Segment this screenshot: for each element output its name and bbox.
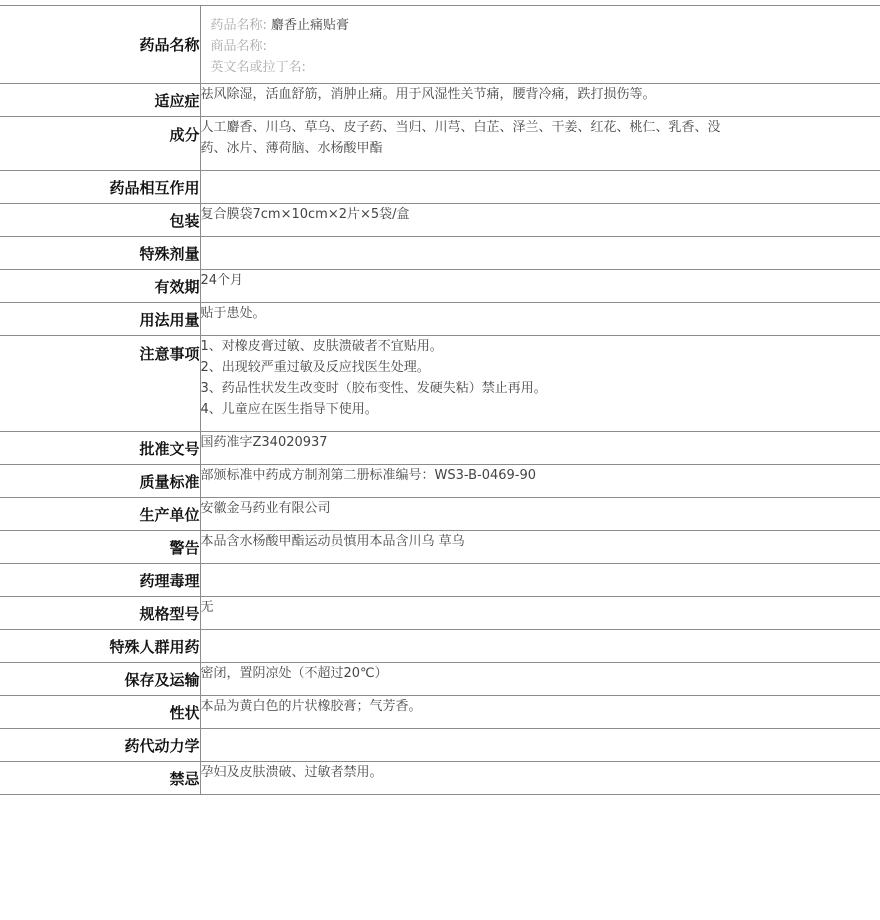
row-label: 成分 [0, 117, 200, 171]
value-line: 1、对橡皮膏过敏、皮肤溃破者不宜贴用。 [200, 339, 443, 354]
value-line: 国药准字Z34020937 [200, 435, 328, 450]
spec-row [0, 336, 880, 432]
spec-row [0, 597, 880, 630]
spec-row [0, 729, 880, 762]
row-value [200, 762, 880, 795]
row-value [200, 597, 880, 630]
row-value [200, 171, 880, 204]
english-name-key: 英文名或拉丁名: [210, 60, 306, 75]
row-value [200, 564, 880, 597]
row-label: 用法用量 [0, 303, 200, 336]
row-value [200, 729, 880, 762]
row-value [200, 204, 880, 237]
row-label: 药品名称 [0, 6, 200, 84]
row-label: 药理毒理 [0, 564, 200, 597]
row-label: 批准文号 [0, 432, 200, 465]
row-value [200, 498, 880, 531]
value-line: 24个月 [200, 273, 244, 288]
spec-row [0, 117, 880, 171]
row-value [200, 465, 880, 498]
value-line: 2、出现较严重过敏及反应找医生处理。 [200, 360, 430, 375]
spec-row [0, 84, 880, 117]
row-label: 有效期 [0, 270, 200, 303]
row-value [200, 84, 880, 117]
value-line: 贴于患处。 [200, 306, 266, 321]
row-label: 注意事项 [0, 336, 200, 432]
spec-row [0, 204, 880, 237]
value-line: 复合膜袋7cm×10cm×2片×5袋/盒 [200, 207, 410, 222]
row-label: 性状 [0, 696, 200, 729]
row-value [200, 663, 880, 696]
row-value [200, 696, 880, 729]
spec-row [0, 303, 880, 336]
trade-name-key: 商品名称: [210, 39, 267, 54]
name-cell [200, 6, 880, 84]
spec-row [0, 531, 880, 564]
row-value [200, 117, 880, 171]
spec-row [0, 630, 880, 663]
row-label: 特殊人群用药 [0, 630, 200, 663]
generic-name-value: 麝香止痛贴膏 [271, 18, 350, 33]
trade-name-line [211, 36, 880, 57]
value-line: 孕妇及皮肤溃破、过敏者禁用。 [200, 765, 383, 780]
row-value [200, 336, 880, 432]
value-line: 药、冰片、薄荷脑、水杨酸甲酯 [200, 141, 383, 156]
value-line: 祛风除湿，活血舒筋，消肿止痛。用于风湿性关节痛，腰背冷痛，跌打损伤等。 [200, 87, 656, 102]
row-value [200, 432, 880, 465]
row-label: 规格型号 [0, 597, 200, 630]
spec-row [0, 564, 880, 597]
value-line: 部颁标准中药成方制剂第二册标准编号：WS3-B-0469-90 [200, 468, 537, 483]
row-value [200, 303, 880, 336]
row-label: 特殊剂量 [0, 237, 200, 270]
value-line: 人工麝香、川乌、草乌、皮子药、当归、川芎、白芷、泽兰、干姜、红花、桃仁、乳香、没 [200, 120, 721, 135]
spec-row [0, 663, 880, 696]
row-label: 禁忌 [0, 762, 200, 795]
row-value [200, 630, 880, 663]
value-line: 本品为黄白色的片状橡胶膏；气芳香。 [200, 699, 422, 714]
spec-row [0, 762, 880, 795]
row-label: 适应症 [0, 84, 200, 117]
spec-table-body [0, 6, 880, 795]
generic-name-key: 药品名称: [210, 18, 267, 33]
spec-row [0, 465, 880, 498]
row-value [200, 237, 880, 270]
value-line: 3、药品性状发生改变时（胶布变性、发硬失粘）禁止再用。 [200, 381, 547, 396]
english-name-line [211, 57, 880, 78]
drug-spec-table [0, 5, 880, 795]
value-line: 安徽金马药业有限公司 [200, 501, 331, 516]
row-label: 质量标准 [0, 465, 200, 498]
row-label: 生产单位 [0, 498, 200, 531]
row-label: 包装 [0, 204, 200, 237]
value-line: 本品含水杨酸甲酯运动员慎用本品含川乌 草乌 [200, 534, 465, 549]
row-label: 药品相互作用 [0, 171, 200, 204]
row-label: 保存及运输 [0, 663, 200, 696]
spec-row [0, 237, 880, 270]
spec-row [0, 498, 880, 531]
row-label: 警告 [0, 531, 200, 564]
spec-row [0, 432, 880, 465]
value-line: 无 [200, 600, 214, 615]
spec-row [0, 171, 880, 204]
generic-name-line [211, 15, 880, 36]
value-line: 密闭，置阴凉处（不超过20℃） [200, 666, 388, 681]
spec-row [0, 696, 880, 729]
row-value [200, 270, 880, 303]
value-line: 4、儿童应在医生指导下使用。 [200, 402, 378, 417]
spec-row-name [0, 6, 880, 84]
row-label: 药代动力学 [0, 729, 200, 762]
spec-row [0, 270, 880, 303]
row-value [200, 531, 880, 564]
